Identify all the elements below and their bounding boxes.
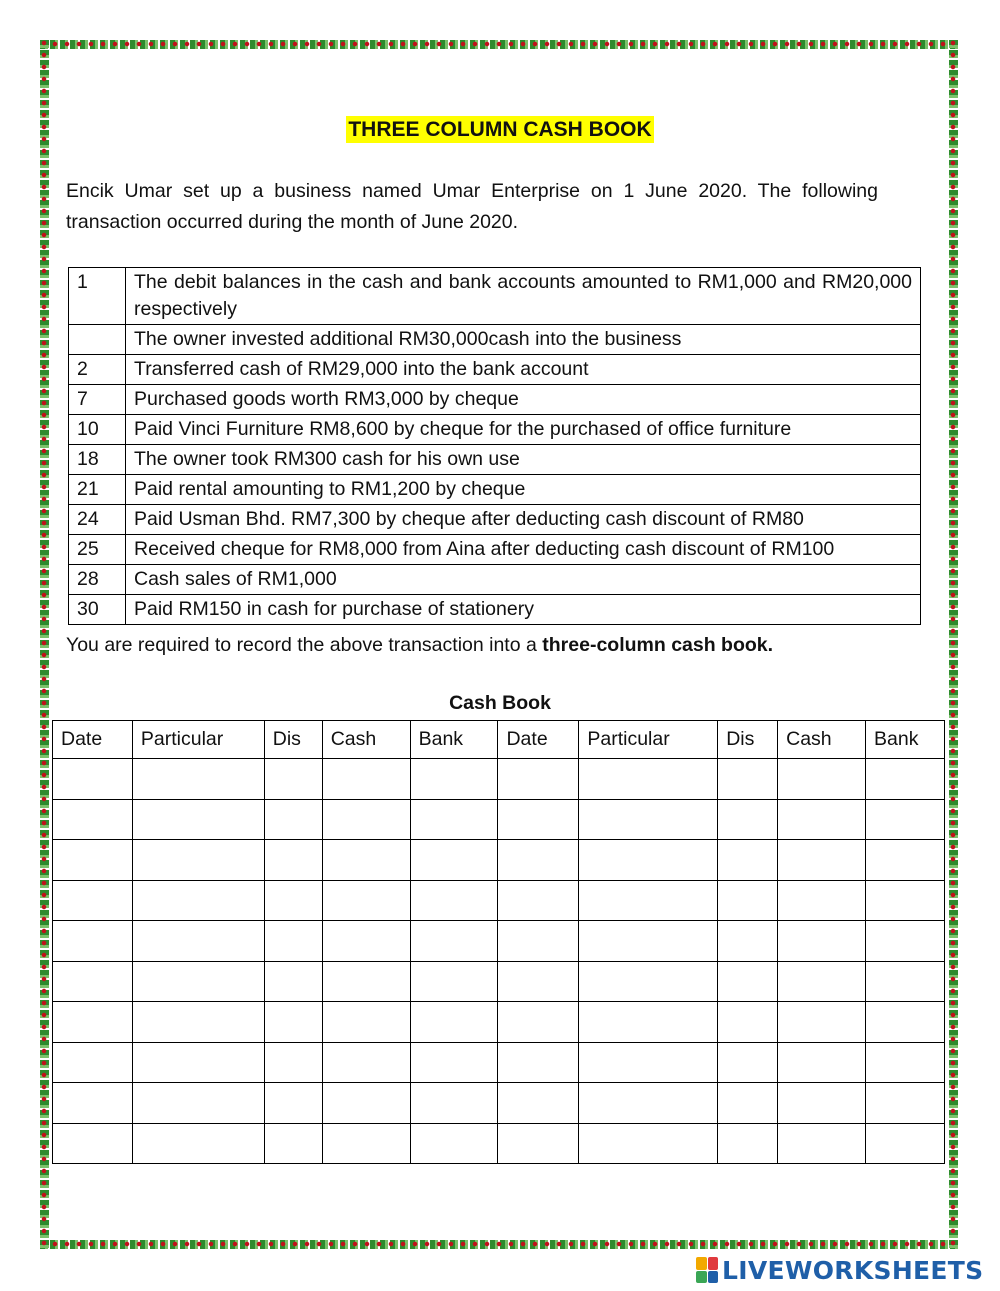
cash-book-cell-particular[interactable] — [579, 799, 718, 840]
logo-mark-square — [696, 1271, 707, 1284]
cash-book-cell-particular[interactable] — [579, 1123, 718, 1164]
cash-book-header-bank: Bank — [410, 721, 498, 759]
cash-book-cell-date[interactable] — [53, 1083, 133, 1124]
cash-book-cell-date[interactable] — [53, 1123, 133, 1164]
cash-book-row — [53, 840, 945, 881]
cash-book-row — [53, 1002, 945, 1043]
cash-book-cell-cash[interactable] — [778, 921, 866, 962]
cash-book-cell-cash[interactable] — [322, 1042, 410, 1083]
cash-book-header-dis: Dis — [718, 721, 778, 759]
cash-book-header-cash: Cash — [778, 721, 866, 759]
cash-book-cell-particular[interactable] — [132, 1083, 264, 1124]
cash-book-cell-date[interactable] — [53, 799, 133, 840]
cash-book-cell-cash[interactable] — [322, 1123, 410, 1164]
transaction-day — [69, 325, 126, 355]
cash-book-cell-bank[interactable] — [866, 759, 945, 800]
cash-book-cell-date[interactable] — [53, 961, 133, 1002]
cash-book-cell-cash[interactable] — [322, 921, 410, 962]
worksheet-title — [0, 118, 1000, 142]
cash-book-cell-date[interactable] — [53, 759, 133, 800]
transaction-row — [69, 355, 921, 385]
cash-book-header-dis: Dis — [264, 721, 322, 759]
cash-book-cell-cash[interactable] — [322, 799, 410, 840]
decorative-border-left — [40, 40, 49, 1249]
cash-book-header-particular: Particular — [579, 721, 718, 759]
cash-book-cell-date[interactable] — [498, 799, 579, 840]
liveworksheets-logo-icon — [696, 1257, 718, 1283]
cash-book-cell-date[interactable] — [498, 1002, 579, 1043]
transaction-description: Paid rental amounting to RM1,200 by cheque — [126, 475, 921, 505]
transaction-row — [69, 535, 921, 565]
cash-book-header-cash: Cash — [322, 721, 410, 759]
cash-book-cell-bank[interactable] — [866, 1083, 945, 1124]
cash-book-cell-particular[interactable] — [579, 1042, 718, 1083]
cash-book-row — [53, 1083, 945, 1124]
cash-book-row — [53, 921, 945, 962]
decorative-border-right — [949, 40, 958, 1249]
cash-book-cell-cash[interactable] — [322, 840, 410, 881]
cash-book-cell-bank[interactable] — [866, 1042, 945, 1083]
transaction-row — [69, 415, 921, 445]
cash-book-cell-dis[interactable] — [264, 1002, 322, 1043]
transaction-day: 7 — [69, 385, 126, 415]
cash-book-cell-dis[interactable] — [264, 1083, 322, 1124]
decorative-border-bottom — [40, 1240, 958, 1249]
cash-book-title: Cash Book — [449, 692, 551, 714]
liveworksheets-logo — [696, 1253, 983, 1287]
cash-book-cell-dis[interactable] — [718, 799, 778, 840]
transaction-description: Purchased goods worth RM3,000 by cheque — [126, 385, 921, 415]
cash-book-cell-cash[interactable] — [322, 1083, 410, 1124]
cash-book-cell-bank[interactable] — [866, 840, 945, 881]
cash-book-cell-dis[interactable] — [264, 1042, 322, 1083]
cash-book-header-date: Date — [498, 721, 579, 759]
intro-paragraph: Encik Umar set up a business named Umar Enterprise on 1 June 2020. The following transaction occurred during the month of June 2020. — [66, 180, 878, 233]
transaction-day: 2 — [69, 355, 126, 385]
liveworksheets-logo-text: LIVEWORKSHEETS — [722, 1255, 984, 1285]
cash-book-cell-dis[interactable] — [264, 799, 322, 840]
transaction-row — [69, 325, 921, 355]
cash-book-cell-bank[interactable] — [410, 1083, 498, 1124]
cash-book-cell-bank[interactable] — [410, 799, 498, 840]
transaction-description: The debit balances in the cash and bank accounts amounted to RM1,000 and RM20,000 respectively — [126, 268, 921, 325]
cash-book-cell-dis[interactable] — [264, 961, 322, 1002]
cash-book-header-particular: Particular — [132, 721, 264, 759]
cash-book-cell-date[interactable] — [498, 880, 579, 921]
cash-book-cell-particular[interactable] — [132, 1002, 264, 1043]
cash-book-cell-particular[interactable] — [132, 961, 264, 1002]
cash-book-cell-date[interactable] — [498, 961, 579, 1002]
cash-book-cell-dis[interactable] — [718, 1123, 778, 1164]
logo-mark-square — [696, 1257, 707, 1270]
transaction-description: Transferred cash of RM29,000 into the bank account — [126, 355, 921, 385]
cash-book-cell-cash[interactable] — [778, 1083, 866, 1124]
cash-book-cell-dis[interactable] — [718, 759, 778, 800]
cash-book-cell-particular[interactable] — [579, 1002, 718, 1043]
cash-book-cell-date[interactable] — [53, 921, 133, 962]
cash-book-cell-cash[interactable] — [778, 1002, 866, 1043]
cash-book-cell-dis[interactable] — [264, 880, 322, 921]
cash-book-cell-cash[interactable] — [322, 759, 410, 800]
transaction-description: Paid Usman Bhd. RM7,300 by cheque after deducting cash discount of RM80 — [126, 505, 921, 535]
cash-book-cell-particular[interactable] — [579, 840, 718, 881]
cash-book-cell-bank[interactable] — [410, 1042, 498, 1083]
cash-book-header-date: Date — [53, 721, 133, 759]
cash-book-cell-dis[interactable] — [718, 1002, 778, 1043]
transaction-description: The owner invested additional RM30,000cash into the business — [126, 325, 921, 355]
transaction-row — [69, 445, 921, 475]
transaction-day: 24 — [69, 505, 126, 535]
cash-book-cell-bank[interactable] — [410, 1123, 498, 1164]
worksheet-title-text: THREE COLUMN CASH BOOK — [348, 118, 652, 141]
cash-book-cell-particular[interactable] — [579, 759, 718, 800]
cash-book-row — [53, 880, 945, 921]
cash-book-cell-date[interactable] — [498, 1123, 579, 1164]
transaction-description: The owner took RM300 cash for his own use — [126, 445, 921, 475]
cash-book-cell-cash[interactable] — [778, 961, 866, 1002]
transaction-description: Cash sales of RM1,000 — [126, 565, 921, 595]
cash-book-cell-cash[interactable] — [322, 880, 410, 921]
cash-book-cell-cash[interactable] — [778, 799, 866, 840]
transaction-description: Paid Vinci Furniture RM8,600 by cheque for the purchased of office furniture — [126, 415, 921, 445]
cash-book-cell-bank[interactable] — [866, 1123, 945, 1164]
cash-book-cell-dis[interactable] — [264, 840, 322, 881]
cash-book-cell-bank[interactable] — [866, 921, 945, 962]
transactions-table — [68, 267, 921, 625]
transaction-day: 21 — [69, 475, 126, 505]
transaction-day: 30 — [69, 595, 126, 625]
cash-book-cell-date[interactable] — [498, 1042, 579, 1083]
cash-book-cell-particular[interactable] — [579, 961, 718, 1002]
cash-book-cell-cash[interactable] — [778, 759, 866, 800]
transaction-row — [69, 475, 921, 505]
cash-book-cell-cash[interactable] — [778, 1123, 866, 1164]
cash-book-cell-date[interactable] — [53, 1042, 133, 1083]
cash-book-cell-bank[interactable] — [866, 799, 945, 840]
transaction-row — [69, 505, 921, 535]
transaction-day: 10 — [69, 415, 126, 445]
cash-book-row — [53, 759, 945, 800]
cash-book-cell-particular[interactable] — [132, 840, 264, 881]
cash-book-cell-date[interactable] — [498, 759, 579, 800]
cash-book-cell-date[interactable] — [53, 1002, 133, 1043]
cash-book-cell-bank[interactable] — [410, 759, 498, 800]
cash-book-cell-date[interactable] — [53, 880, 133, 921]
transaction-row — [69, 565, 921, 595]
instruction-prefix: You are required to record the above transaction into a — [66, 634, 543, 656]
transaction-day: 28 — [69, 565, 126, 595]
cash-book-cell-particular[interactable] — [132, 921, 264, 962]
cash-book-cell-dis[interactable] — [718, 961, 778, 1002]
cash-book-cell-dis[interactable] — [264, 1123, 322, 1164]
cash-book-cell-cash[interactable] — [778, 1042, 866, 1083]
cash-book-row — [53, 1042, 945, 1083]
cash-book-cell-particular[interactable] — [579, 921, 718, 962]
transaction-row — [69, 595, 921, 625]
transaction-row — [69, 385, 921, 415]
cash-book-table — [52, 720, 945, 1164]
instruction-bold: three-column cash book. — [542, 634, 774, 656]
cash-book-cell-cash[interactable] — [322, 1002, 410, 1043]
cash-book-cell-particular[interactable] — [579, 1083, 718, 1124]
cash-book-cell-dis[interactable] — [718, 1083, 778, 1124]
cash-book-cell-dis[interactable] — [264, 759, 322, 800]
cash-book-cell-particular[interactable] — [132, 1042, 264, 1083]
transaction-day: 18 — [69, 445, 126, 475]
cash-book-cell-bank[interactable] — [410, 1002, 498, 1043]
transaction-row — [69, 268, 921, 325]
cash-book-cell-bank[interactable] — [410, 921, 498, 962]
transaction-day: 25 — [69, 535, 126, 565]
cash-book-cell-particular[interactable] — [132, 759, 264, 800]
cash-book-header-bank: Bank — [866, 721, 945, 759]
transaction-description: Paid RM150 in cash for purchase of stationery — [126, 595, 921, 625]
instruction-text — [66, 634, 946, 657]
cash-book-cell-bank[interactable] — [410, 880, 498, 921]
logo-mark-square — [708, 1271, 719, 1284]
cash-book-cell-cash[interactable] — [322, 961, 410, 1002]
cash-book-row — [53, 799, 945, 840]
cash-book-cell-dis[interactable] — [718, 880, 778, 921]
decorative-border-top — [40, 40, 958, 49]
cash-book-cell-particular[interactable] — [132, 1123, 264, 1164]
cash-book-cell-date[interactable] — [498, 921, 579, 962]
cash-book-cell-particular[interactable] — [132, 799, 264, 840]
logo-mark-square — [708, 1257, 719, 1270]
cash-book-row — [53, 1123, 945, 1164]
cash-book-cell-date[interactable] — [498, 1083, 579, 1124]
cash-book-cell-bank[interactable] — [866, 1002, 945, 1043]
cash-book-cell-bank[interactable] — [866, 961, 945, 1002]
transaction-description: Received cheque for RM8,000 from Aina after deducting cash discount of RM100 — [126, 535, 921, 565]
cash-book-cell-bank[interactable] — [410, 840, 498, 881]
cash-book-cell-bank[interactable] — [410, 961, 498, 1002]
transaction-day: 1 — [69, 268, 126, 325]
cash-book-cell-dis[interactable] — [718, 1042, 778, 1083]
cash-book-cell-cash[interactable] — [778, 880, 866, 921]
cash-book-row — [53, 961, 945, 1002]
cash-book-cell-dis[interactable] — [718, 921, 778, 962]
cash-book-cell-dis[interactable] — [718, 840, 778, 881]
cash-book-cell-particular[interactable] — [579, 880, 718, 921]
cash-book-cell-dis[interactable] — [264, 921, 322, 962]
cash-book-cell-date[interactable] — [53, 840, 133, 881]
cash-book-cell-particular[interactable] — [132, 880, 264, 921]
cash-book-cell-bank[interactable] — [866, 880, 945, 921]
cash-book-cell-date[interactable] — [498, 840, 579, 881]
cash-book-cell-cash[interactable] — [778, 840, 866, 881]
